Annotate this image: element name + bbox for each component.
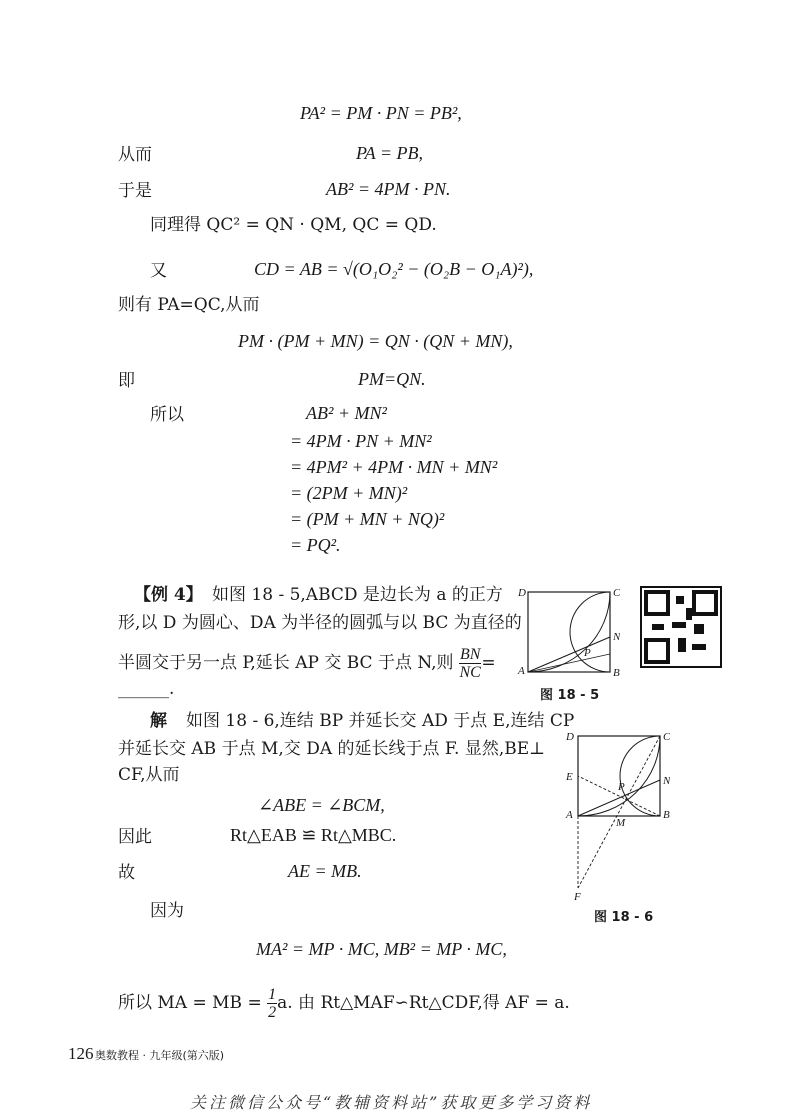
label-ji: 即 — [118, 371, 135, 391]
solution-eq-3: AE = MB. — [288, 861, 362, 881]
label-a-2: A — [566, 809, 573, 821]
page-number: 126 — [68, 1044, 94, 1063]
label-yinci: 因此 — [118, 827, 152, 847]
equation-line-1: PA² = PM · PN = PB², — [300, 103, 462, 123]
equation-line-13: = (PM + MN + NQ)² — [290, 509, 445, 529]
half-denominator: 2 — [268, 1004, 277, 1021]
label-b: B — [613, 667, 620, 678]
label-a: A — [518, 665, 525, 677]
label-m: M — [616, 817, 626, 829]
arc-d-centered — [528, 592, 610, 672]
equation-line-12: = (2PM + MN)² — [290, 483, 408, 503]
equation-line-9: AB² + MN² — [306, 403, 387, 423]
equation-line-8: PM=QN. — [358, 369, 426, 389]
fraction-half — [267, 986, 277, 1021]
equation-line-14: = PQ². — [290, 535, 341, 555]
label-p-2: P — [618, 781, 625, 793]
label-you: 又 — [150, 261, 167, 281]
example-line-3-text: 半圆交于另一点 P,延长 AP 交 BC 于点 N,则 — [118, 653, 454, 673]
label-d: D — [518, 587, 526, 599]
equation-line-10: = 4PM · PN + MN² — [290, 431, 432, 451]
example-tag: 【例 4】 — [134, 585, 203, 605]
square-abcd-2 — [578, 736, 660, 816]
example-line-2: 形,以 D 为圆心、DA 为半径的圆弧与以 BC 为直径的 — [118, 613, 522, 633]
solution-line-3: CF,从而 — [118, 765, 180, 785]
semicircle-bc-2 — [620, 736, 660, 816]
solution-eq-1: ∠ABE = ∠BCM, — [258, 795, 385, 815]
figure-18-5-caption: 图 18 - 5 — [540, 688, 600, 703]
label-c: C — [613, 587, 620, 599]
solution-label: 解 — [150, 711, 167, 731]
label-d-2: D — [566, 731, 574, 743]
label-n-2: N — [663, 775, 670, 787]
label-yinwei: 因为 — [150, 901, 184, 921]
solution-eq-2: Rt△EAB ≌ Rt△MBC. — [230, 825, 397, 845]
text-line-4: 同理得 QC² = QN · QM, QC = QD. — [150, 215, 437, 235]
label-e: E — [566, 771, 573, 783]
label-p: P — [584, 647, 591, 659]
label-gu: 故 — [118, 863, 135, 883]
line-ap — [528, 654, 610, 672]
solution-line-2: 并延长交 AB 于点 M,交 DA 的延长线于点 F. 显然,BE⊥ — [118, 739, 546, 759]
label-c-2: C — [663, 731, 670, 743]
figure-18-6 — [560, 728, 670, 904]
label-congeer: 从而 — [118, 145, 152, 165]
solution-eq-4: MA² = MP · MC, MB² = MP · MC, — [256, 939, 507, 959]
label-f: F — [574, 891, 581, 903]
fraction-bn-nc — [459, 646, 481, 681]
label-b-2: B — [663, 809, 670, 821]
figure-18-6-caption: 图 18 - 6 — [594, 910, 654, 925]
last-line-part-a: 所以 MA = MB = — [118, 993, 262, 1013]
arc-d-centered-2 — [578, 736, 660, 816]
solution-line-1: 如图 18 - 6,连结 BP 并延长交 AD 于点 E,连结 CP — [186, 711, 575, 731]
qr-code[interactable] — [640, 586, 722, 668]
fraction-denominator: NC — [459, 664, 481, 681]
line-cf — [578, 736, 660, 888]
solution-last-line — [118, 986, 570, 1021]
equation-line-3: AB² = 4PM · PN. — [326, 179, 451, 199]
half-numerator: 1 — [268, 986, 277, 1003]
label-suoyi: 所以 — [150, 405, 184, 425]
equation-line-2: PA = PB, — [356, 143, 423, 163]
label-yushi: 于是 — [118, 181, 152, 201]
answer-blank: ______. — [118, 679, 175, 699]
equation-line-7: PM · (PM + MN) = QN · (QN + MN), — [238, 331, 513, 351]
semicircle-bc — [570, 592, 610, 672]
figure-18-5 — [510, 582, 620, 678]
book-title: 奥数教程 · 九年级(第六版) — [95, 1049, 225, 1062]
example-line-1: 如图 18 - 5,ABCD 是边长为 a 的正方 — [212, 585, 503, 605]
label-n: N — [613, 631, 620, 643]
square-abcd — [528, 592, 610, 672]
equals-sign: = — [481, 653, 496, 673]
equation-line-11: = 4PM² + 4PM · MN + MN² — [290, 457, 498, 477]
fraction-numerator: BN — [459, 646, 481, 663]
watermark: 关注微信公众号“教辅资料站”获取更多学习资料 — [190, 1093, 593, 1112]
example-line-3 — [118, 646, 496, 681]
text-line-6: 则有 PA=QC,从而 — [118, 295, 260, 315]
last-line-part-b: a. 由 Rt△MAF∽Rt△CDF,得 AF = a. — [277, 993, 570, 1013]
line-an — [528, 637, 610, 672]
equation-line-5: CD = AB = √(O₁O₂² − (O₂B − O₁A)²), — [254, 259, 534, 279]
